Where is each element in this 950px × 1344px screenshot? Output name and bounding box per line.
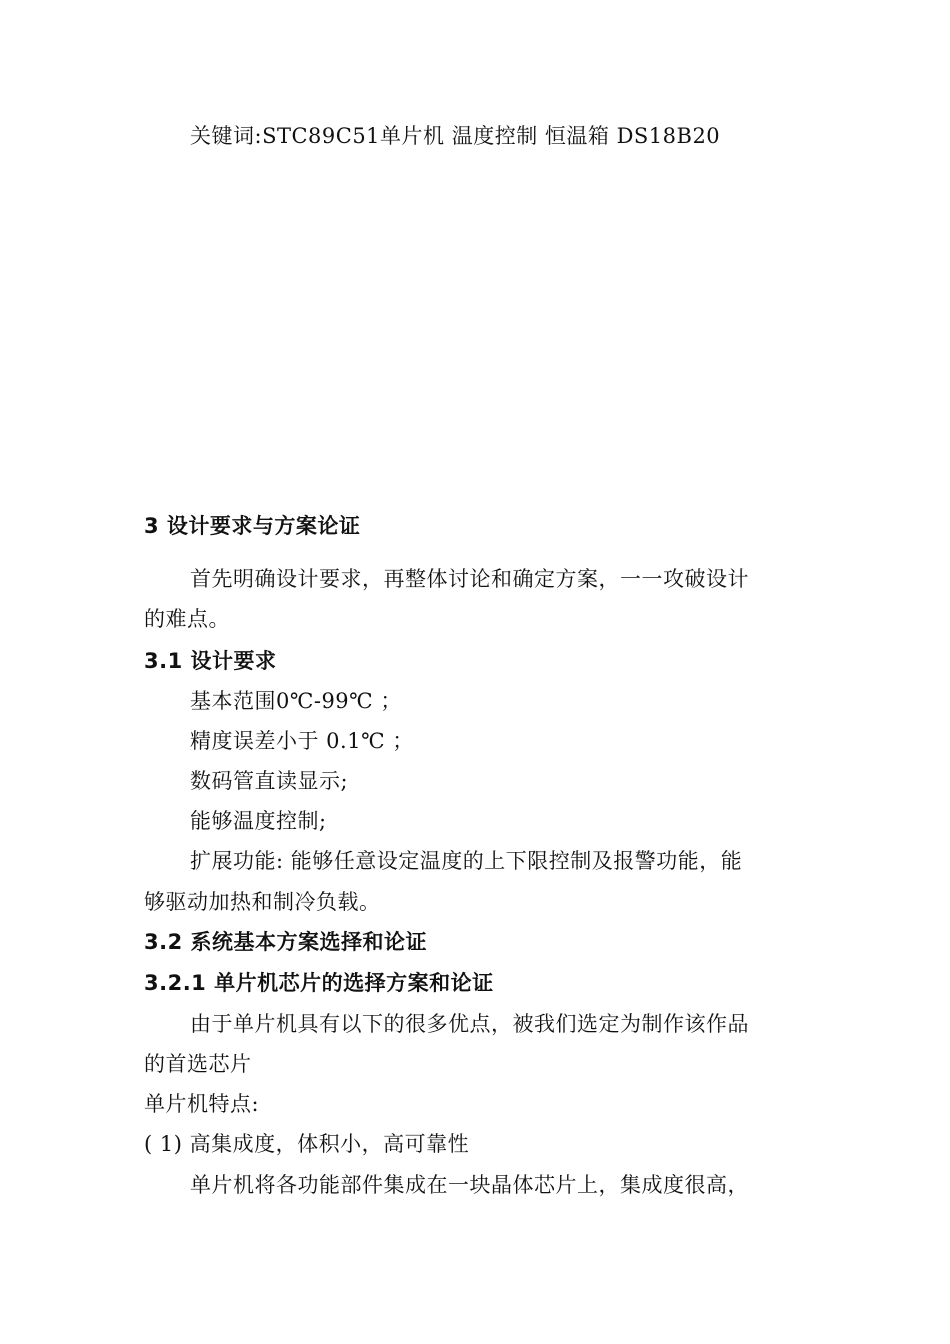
requirement-item: 精度误差小于 0.1℃ ； — [190, 729, 414, 753]
section-3-intro-line-2: 的难点。 — [144, 607, 230, 631]
mcu-features-label: 单片机特点: — [144, 1092, 260, 1116]
feature-1-description: 单片机将各功能部件集成在一块晶体芯片上，集成度很高， — [190, 1173, 749, 1197]
section-3-intro-line-1: 首先明确设计要求，再整体讨论和确定方案，一一攻破设计 — [190, 567, 749, 591]
section-3-2-heading: 3.2 系统基本方案选择和论证 — [144, 930, 428, 954]
requirement-item: 能够温度控制; — [190, 809, 327, 833]
mcu-paragraph-line-2: 的首选芯片 — [144, 1052, 252, 1076]
extension-line-2: 够驱动加热和制冷负载。 — [144, 890, 381, 914]
feature-1-title: ( 1) 高集成度，体积小，高可靠性 — [144, 1132, 470, 1156]
section-3-heading: 3 设计要求与方案论证 — [144, 514, 361, 538]
requirement-item: 基本范围0℃-99℃ ； — [190, 689, 402, 713]
mcu-paragraph-line-1: 由于单片机具有以下的很多优点，被我们选定为制作该作品 — [190, 1012, 749, 1036]
keywords-line: 关键词:STC89C51单片机 温度控制 恒温箱 DS18B20 — [190, 124, 721, 148]
extension-line-1: 扩展功能: 能够任意设定温度的上下限控制及报警功能，能 — [190, 849, 743, 873]
requirement-item: 数码管直读显示; — [190, 769, 349, 793]
section-3-2-1-heading: 3.2.1 单片机芯片的选择方案和论证 — [144, 971, 494, 995]
section-3-1-heading: 3.1 设计要求 — [144, 649, 277, 673]
